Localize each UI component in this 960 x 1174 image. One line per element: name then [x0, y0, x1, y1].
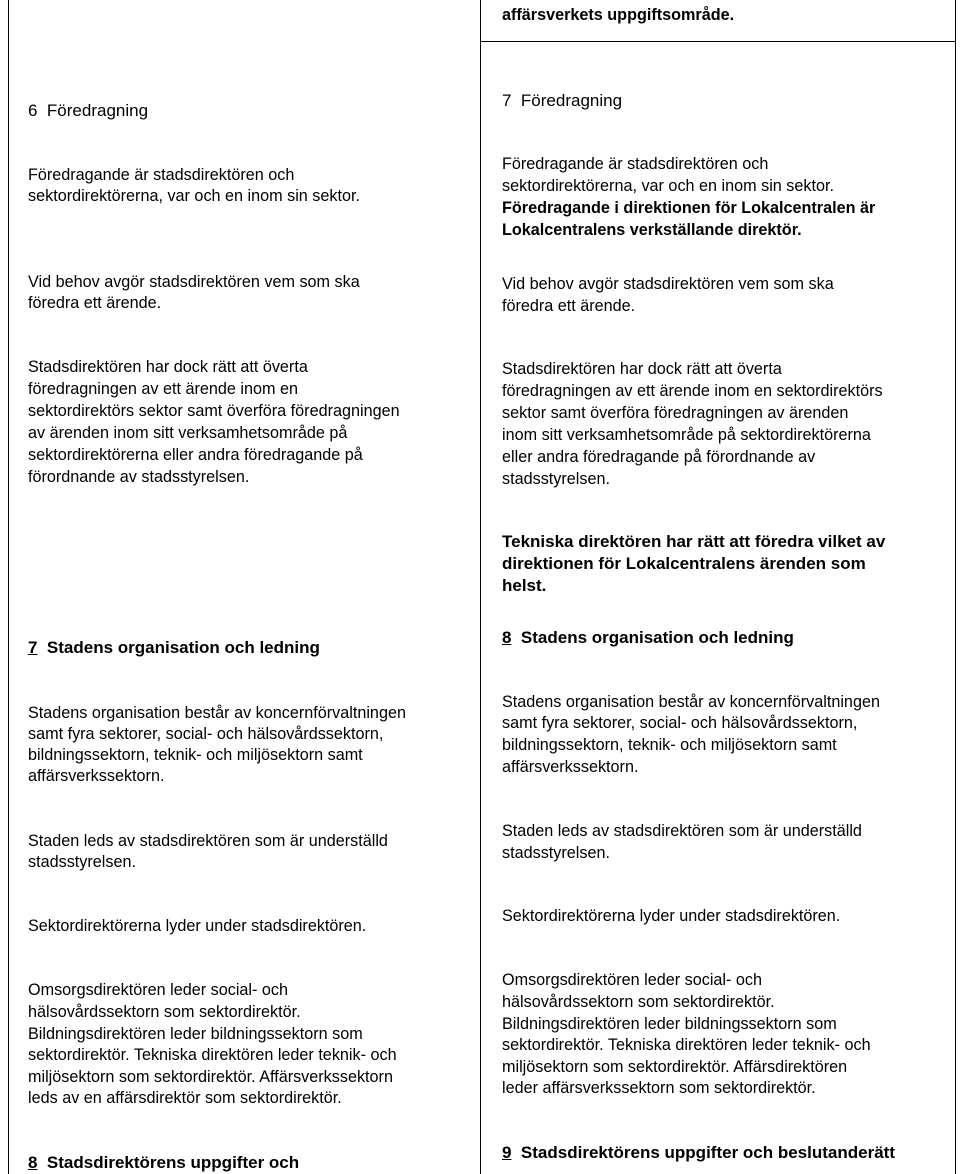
right-p3-line: inom sitt verksamhetsområde på sektordirektörerna [502, 426, 871, 444]
right-p2-line: Vid behov avgör stadsdirektören vem som ska [502, 275, 834, 293]
right-p1-line: Föredragande är stadsdirektören och [502, 155, 769, 173]
section-7-heading: 7 Föredragning [502, 91, 623, 110]
section-9-heading: 9 Stadsdirektörens uppgifter och beslutanderätt [502, 1143, 895, 1162]
left-p3-line: sektordirektörs sektor samt överföra föredragningen [28, 402, 400, 420]
right-p1b-line: Lokalcentralens verkställande direktör. [502, 221, 802, 239]
section-6-heading: 6 Föredragning [28, 101, 149, 120]
right-p7-line: sektordirektör. Tekniska direktören leder teknik- och [502, 1036, 871, 1054]
right-p5-line: stadsstyrelsen. [502, 844, 610, 862]
left-p7-line: leds av en affärsdirektör som sektordirektör. [28, 1089, 342, 1107]
right-p3b-line: Tekniska direktören har rätt att föredra vilket av [502, 532, 886, 551]
left-p5-line: stadsstyrelsen. [28, 853, 136, 871]
right-p6-line: Sektordirektörerna lyder under stadsdirektören. [502, 907, 841, 925]
right-p1-line: sektordirektörerna, var och en inom sin sektor. [502, 177, 834, 195]
left-p1-line: sektordirektörerna, var och en inom sin sektor. [28, 187, 360, 205]
left-p4-line: Stadens organisation består av koncernförvaltningen [28, 704, 406, 722]
left-p7-line: hälsovårdssektorn som sektordirektör. [28, 1003, 301, 1021]
right-p7-line: Omsorgsdirektören leder social- och [502, 971, 763, 989]
left-p2-line: föredra ett ärende. [28, 294, 162, 312]
left-p6-line: Sektordirektörerna lyder under stadsdirektören. [28, 917, 367, 935]
right-p3-line: stadsstyrelsen. [502, 470, 610, 488]
right-p5-line: Staden leds av stadsdirektören som är underställd [502, 822, 862, 840]
section-8-heading: 8 Stadsdirektörens uppgifter och [28, 1153, 300, 1172]
section-8-heading: 8 Stadens organisation och ledning [502, 628, 794, 647]
left-p7-line: sektordirektör. Tekniska direktören leder teknik- och [28, 1046, 397, 1064]
right-p4-line: bildningssektorn, teknik- och miljösektorn samt [502, 736, 837, 754]
left-p7-line: Omsorgsdirektören leder social- och [28, 981, 289, 999]
section-7-heading: 7 Stadens organisation och ledning [28, 638, 320, 657]
left-p5-line: Staden leds av stadsdirektören som är underställd [28, 832, 388, 850]
right-p3b-line: helst. [502, 576, 547, 595]
column-divider [480, 0, 481, 1174]
left-p7-line: Bildningsdirektören leder bildningssektorn som [28, 1025, 363, 1043]
right-p3-line: Stadsdirektören har dock rätt att överta [502, 360, 782, 378]
left-p1-line: Föredragande är stadsdirektören och [28, 166, 295, 184]
left-p3-line: av ärenden inom sitt verksamhetsområde på [28, 424, 348, 442]
right-p4-line: affärsverkssektorn. [502, 758, 639, 776]
carryover-text: affärsverkets uppgiftsområde. [502, 6, 735, 24]
left-p3-line: föredragningen av ett ärende inom en [28, 380, 298, 398]
left-p7-line: miljösektorn som sektordirektör. Affärsverkssektorn [28, 1068, 393, 1086]
left-p4-line: bildningssektorn, teknik- och miljösektorn samt [28, 746, 363, 764]
right-p7-line: Bildningsdirektören leder bildningssektorn som [502, 1015, 837, 1033]
left-p3-line: sektordirektörerna eller andra föredragande på [28, 446, 363, 464]
right-p7-line: leder affärsverkssektorn som sektordirektör. [502, 1079, 816, 1097]
right-p2-line: föredra ett ärende. [502, 297, 636, 315]
right-p3-line: föredragningen av ett ärende inom en sektordirektörs [502, 382, 883, 400]
right-p3-line: sektor samt överföra föredragningen av ärenden [502, 404, 849, 422]
right-p4-line: Stadens organisation består av koncernförvaltningen [502, 693, 880, 711]
right-p3b-line: direktionen för Lokalcentralens ärenden som [502, 554, 866, 573]
left-p2-line: Vid behov avgör stadsdirektören vem som ska [28, 273, 360, 291]
right-p7-line: miljösektorn som sektordirektör. Affärsdirektören [502, 1058, 848, 1076]
row-divider [480, 41, 956, 42]
left-p4-line: affärsverkssektorn. [28, 767, 165, 785]
left-p3-line: Stadsdirektören har dock rätt att överta [28, 358, 308, 376]
left-p3-line: förordnande av stadsstyrelsen. [28, 468, 250, 486]
left-p4-line: samt fyra sektorer, social- och hälsovårdssektorn, [28, 725, 384, 743]
right-p7-line: hälsovårdssektorn som sektordirektör. [502, 993, 775, 1011]
right-p4-line: samt fyra sektorer, social- och hälsovårdssektorn, [502, 714, 858, 732]
right-p1b-line: Föredragande i direktionen för Lokalcentralen är [502, 199, 876, 217]
right-p3-line: eller andra föredragande på förordnande av [502, 448, 816, 466]
